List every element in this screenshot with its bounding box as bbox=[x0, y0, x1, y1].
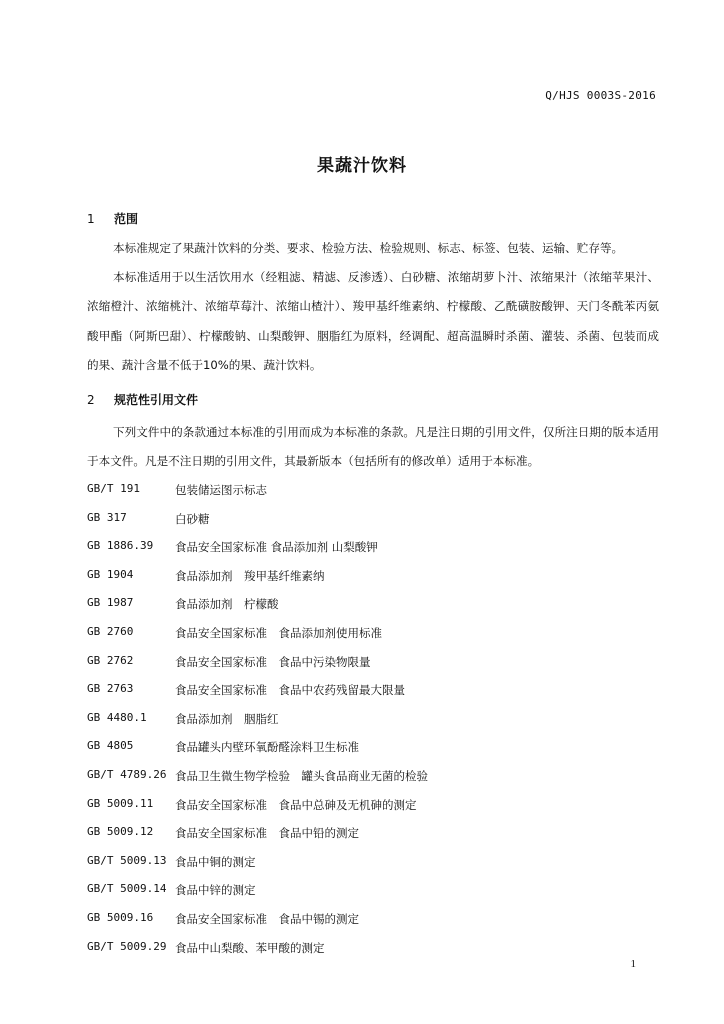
reference-item bbox=[87, 511, 659, 540]
reference-code: GB/T 191 bbox=[87, 482, 140, 495]
reference-item bbox=[87, 797, 659, 826]
reference-title: 食品添加剂 胭脂红 bbox=[175, 711, 279, 726]
reference-item bbox=[87, 854, 659, 883]
reference-code: GB 5009.11 bbox=[87, 796, 154, 810]
reference-code: GB 4805 bbox=[87, 739, 134, 753]
reference-code: GB 2760 bbox=[87, 624, 134, 638]
page-number: 1 bbox=[630, 958, 636, 970]
reference-item bbox=[87, 739, 659, 768]
section-title: 范围 bbox=[114, 212, 139, 226]
reference-title: 包装储运图示标志 bbox=[175, 483, 267, 497]
reference-item bbox=[87, 482, 659, 511]
section-heading-normative-references bbox=[87, 391, 198, 408]
reference-code: GB 1886.39 bbox=[87, 539, 154, 553]
reference-list bbox=[87, 482, 659, 968]
section-title: 规范性引用文件 bbox=[114, 393, 199, 407]
reference-title: 食品安全国家标准 食品添加剂 山梨酸钾 bbox=[175, 540, 378, 555]
section-heading-scope bbox=[87, 210, 138, 227]
reference-item bbox=[87, 539, 659, 568]
reference-code: GB 4480.1 bbox=[87, 710, 147, 724]
reference-item bbox=[87, 825, 659, 854]
reference-title: 食品安全国家标准 食品添加剂使用标准 bbox=[175, 625, 382, 640]
reference-item bbox=[87, 911, 659, 940]
reference-title: 食品安全国家标准 食品中总砷及无机砷的测定 bbox=[175, 797, 417, 812]
reference-item bbox=[87, 682, 659, 711]
reference-code: GB/T 5009.29 bbox=[87, 939, 167, 953]
reference-title: 食品安全国家标准 食品中污染物限量 bbox=[175, 654, 371, 669]
reference-code: GB/T 5009.14 bbox=[87, 882, 167, 896]
paragraph: 下列文件中的条款通过本标准的引用而成为本标准的条款。凡是注日期的引用文件，仅所注日期的版本适用于本文件。凡是不注日期的引用文件，其最新版本（包括所有的修改单）适用于本标准。 bbox=[87, 425, 659, 469]
document-title: 果蔬汁饮料 bbox=[317, 156, 407, 176]
reference-item bbox=[87, 654, 659, 683]
paragraph: 本标准适用于以生活饮用水（经粗滤、精滤、反渗透）、白砂糖、浓缩胡萝卜汁、浓缩果汁（浓缩苹果汁、浓缩橙汁、浓缩桃汁、浓缩草莓汁、浓缩山楂汁）、羧甲基纤维素纳、柠檬酸、乙酰磺胺酸钾、天门冬酰苯丙氨酸甲酯（阿斯巴甜）、柠檬酸钠、山梨酸钾、胭脂红为原料，经调配、超高温瞬时杀菌、灌装、杀菌、包装而成的果、蔬汁含量不低于10%的果、蔬汁饮料。 bbox=[87, 270, 659, 372]
section-number: 1 bbox=[87, 212, 95, 226]
reference-item bbox=[87, 940, 659, 969]
section-number: 2 bbox=[87, 393, 95, 407]
reference-code: GB 1987 bbox=[87, 596, 134, 610]
reference-title: 食品安全国家标准 食品中农药残留最大限量 bbox=[175, 683, 405, 698]
reference-title: 食品安全国家标准 食品中锡的测定 bbox=[175, 911, 359, 926]
reference-title: 白砂糖 bbox=[175, 511, 210, 526]
reference-item bbox=[87, 768, 659, 797]
reference-code: GB 317 bbox=[87, 510, 127, 524]
reference-item bbox=[87, 625, 659, 654]
reference-code: GB/T 4789.26 bbox=[87, 767, 167, 781]
reference-code: GB 1904 bbox=[87, 567, 134, 581]
reference-title: 食品添加剂 羧甲基纤维素纳 bbox=[175, 568, 325, 583]
reference-title: 食品卫生微生物学检验 罐头食品商业无菌的检验 bbox=[175, 768, 428, 783]
reference-title: 食品中铜的测定 bbox=[175, 854, 256, 869]
reference-item bbox=[87, 568, 659, 597]
reference-item bbox=[87, 711, 659, 740]
reference-title: 食品安全国家标准 食品中铅的测定 bbox=[175, 826, 359, 841]
reference-title: 食品罐头内壁环氧酚醛涂料卫生标准 bbox=[175, 740, 359, 755]
reference-title: 食品添加剂 柠檬酸 bbox=[175, 597, 279, 612]
reference-code: GB 2763 bbox=[87, 682, 134, 696]
reference-item bbox=[87, 596, 659, 625]
reference-title: 食品中锌的测定 bbox=[175, 883, 256, 898]
reference-code: GB/T 5009.13 bbox=[87, 853, 167, 867]
reference-title: 食品中山梨酸、苯甲酸的测定 bbox=[175, 940, 325, 955]
standard-code: Q/HJS 0003S-2016 bbox=[545, 89, 656, 102]
reference-code: GB 5009.12 bbox=[87, 825, 154, 839]
reference-item bbox=[87, 882, 659, 911]
reference-code: GB 2762 bbox=[87, 653, 134, 667]
paragraph: 本标准规定了果蔬汁饮料的分类、要求、检验方法、检验规则、标志、标签、包装、运输、贮存等。 bbox=[113, 241, 624, 255]
reference-code: GB 5009.16 bbox=[87, 910, 154, 924]
